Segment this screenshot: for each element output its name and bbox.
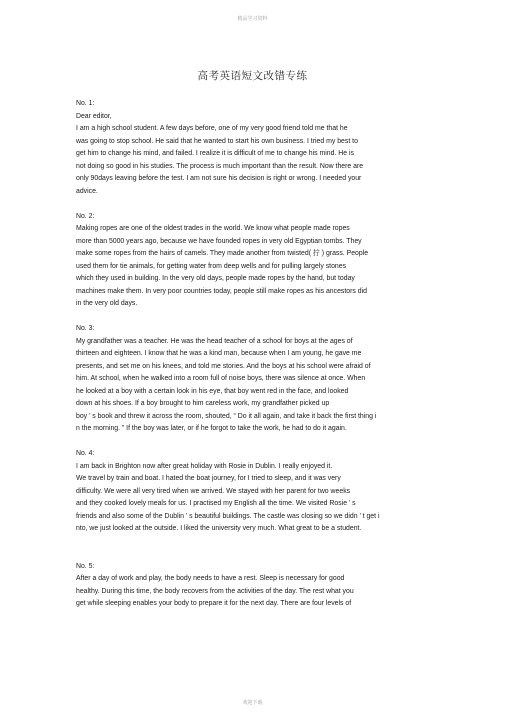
section-1 <box>76 98 431 198</box>
text-line: thirteen and eighteen. I know that he was a kind man, because when I am young, he gave me <box>76 350 362 357</box>
section-label: No. 2: <box>76 212 95 220</box>
text-line: friends and also some of the Dublin ’ s beautiful buildings. The castle was closing so we didn ’ t get i <box>76 512 380 520</box>
text-line: more than 5000 years ago, because we have founded ropes in very old Egyptian tombs. They <box>76 237 362 245</box>
text-line: used them for tie animals, for getting water from deep wells and for pulling largely stones <box>76 262 347 270</box>
text-line: I am back in Brighton now after great holiday with Rosie in Dublin. I really enjoyed it. <box>76 462 333 470</box>
text-line: advice. <box>76 187 98 195</box>
text-line: n the morning. ” If the boy was later, or if he forgot to take the work, he had to do it again. <box>76 425 347 432</box>
text-line: was going to stop school. He said that he wanted to start his own business. I tried my best to <box>76 137 358 145</box>
text-line: difficulty. We were all very tired when we arrived. We stayed with her parent for two weeks <box>76 487 351 495</box>
section-label: No. 3: <box>76 325 95 332</box>
text-line: in the very old days. <box>76 300 138 307</box>
text-line: My grandfather was a teacher. He was the head teacher of a school for boys at the ages of <box>76 337 353 345</box>
text-line: he looked at a boy with a certain look in his eye, that boy went red in the face, and looked <box>76 387 349 395</box>
text-line: which they used in building. In the very old days, people made ropes by the hand, but today <box>76 275 355 282</box>
text-line: We travel by train and boat. I hated the boat journey, for I tried to sleep, and it was very <box>76 475 341 482</box>
text-line: make some ropes from the hairs of camels. They made another from twisted( 拧 ) grass. People <box>76 250 369 257</box>
text-line: him. At school, when he walked into a room full of noise boys, there was silence at once. When <box>76 375 366 382</box>
page-header-watermark: 精品学习资料 <box>237 16 268 22</box>
text-line: only 90days leaving before the test. I am not sure his decision is right or wrong. I needed your <box>76 175 362 182</box>
document-body <box>76 98 431 611</box>
section-label: No. 4: <box>76 450 95 457</box>
text-line: and they cooked lovely meals for us. I practised my English all the time. We visited Rosie ’ s <box>76 500 356 507</box>
text-line: nto, we just looked at the outside. I liked the university very much. What great to be a student. <box>76 525 362 532</box>
section-4 <box>76 448 431 536</box>
section-label: No. 1: <box>76 100 95 107</box>
text-line: presents, and set me on his knees, and told me stories. And the boys at his school were afraid of <box>76 362 371 370</box>
text-line: get while sleeping enables your body to prepare it for the next day. There are four levels of <box>76 600 352 607</box>
page-title: 高考英语短文改错专练 <box>197 70 308 82</box>
section-3 <box>76 323 431 436</box>
text-line: machines make them. In very poor countries today, people still make ropes as his ancestors did <box>76 287 367 295</box>
text-line: I am a high school student. A few days before, one of my very good friend told me that he <box>76 125 348 132</box>
text-line: get him to change his mind, and failed. I realize it is difficult of me to change his mind. He is <box>76 150 354 157</box>
text-line: down at his shoes. If a boy brought to him careless work, my grandfather picked up <box>76 400 330 407</box>
section-label: No. 5: <box>76 562 95 570</box>
section-5 <box>76 561 431 611</box>
text-line: Dear editor, <box>76 112 112 120</box>
text-line: not doing so good in his studies. The process is much important than the result. Now there are <box>76 162 364 170</box>
page-footer-watermark: 欢迎下载 <box>242 700 263 706</box>
text-line: boy ’ s book and threw it across the room, shouted, “ Do it all again, and take it back the first thing i <box>76 412 377 420</box>
text-line: After a day of work and play, the body needs to have a rest. Sleep is necessary for good <box>76 575 345 582</box>
text-line: healthy. During this time, the body recovers from the activities of the day. The rest what you <box>76 587 354 595</box>
section-2 <box>76 211 431 311</box>
text-line: Making ropes are one of the oldest trades in the world. We know what people made ropes <box>76 225 350 232</box>
